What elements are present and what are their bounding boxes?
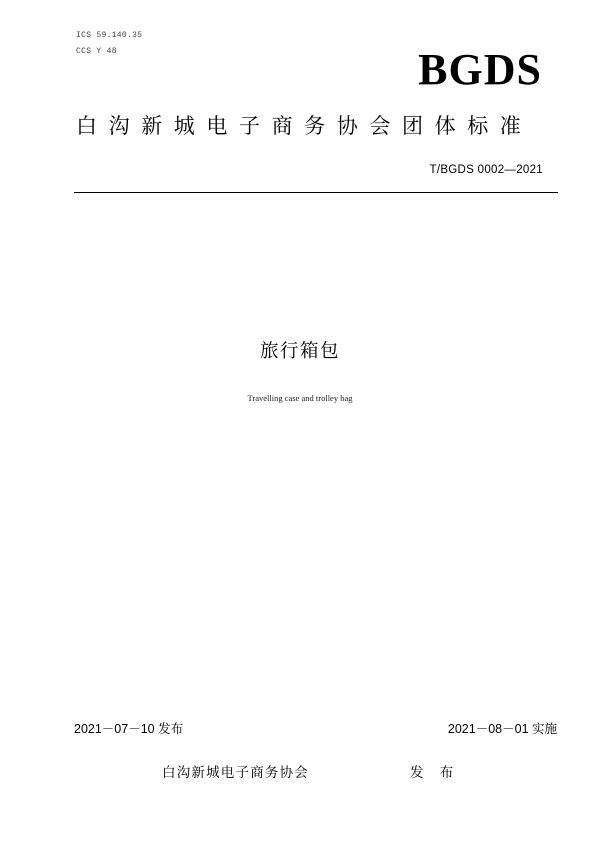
ics-code: ICS 59.140.35 — [76, 31, 143, 40]
document-title: 旅行箱包 — [259, 341, 340, 362]
issuing-organization: 白沟新城电子商务协会 — [162, 765, 309, 781]
standard-number: T/BGDS 0002—2021 — [429, 164, 543, 176]
issue-label: 发 布 — [410, 765, 460, 781]
ccs-code: CCS Y 48 — [76, 47, 117, 56]
organization-standard-heading: 白沟新城电子商务协会团体标准 — [76, 114, 533, 138]
document-subtitle-english: Travelling case and trolley bag — [247, 393, 353, 403]
publish-date: 2021－07－10 发布 — [74, 722, 184, 736]
standard-logo: BGDS — [418, 45, 542, 94]
header-divider — [74, 192, 558, 193]
implement-date: 2021－08－01 实施 — [447, 722, 557, 736]
